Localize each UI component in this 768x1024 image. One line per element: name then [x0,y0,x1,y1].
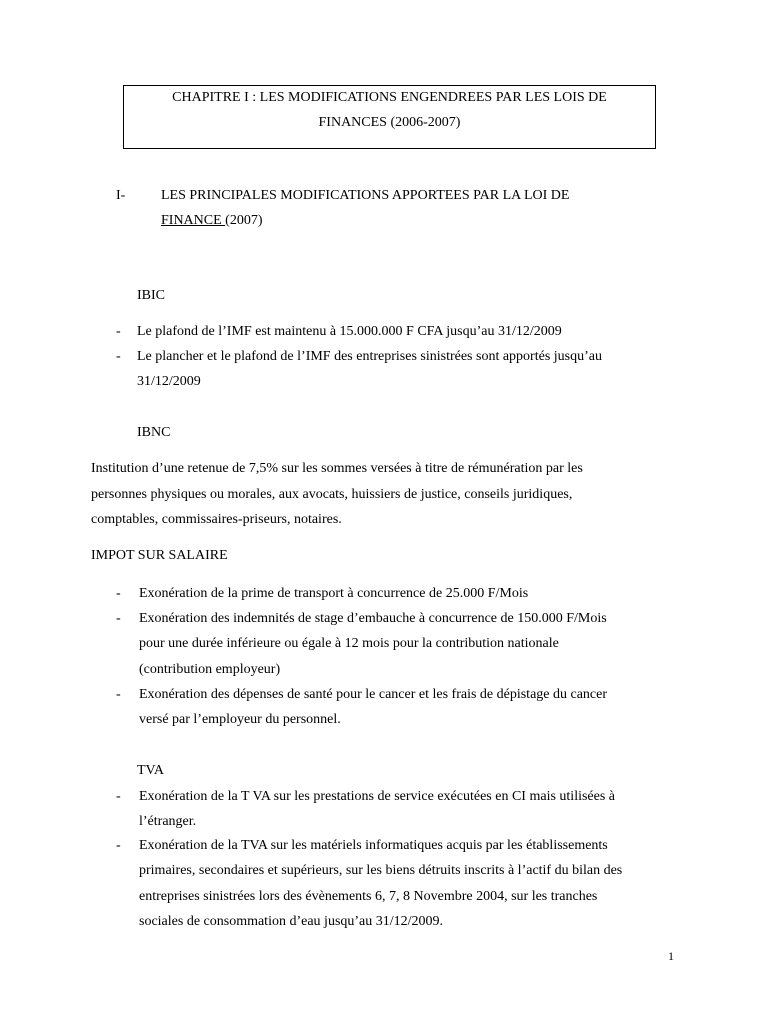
tva-item-2-line-3: entreprises sinistrées lors des évènements 6, 7, 8 Novembre 2004, sur les tranches [139,889,598,904]
salaire-item-3-line-2: versé par l’employeur du personnel. [139,712,341,727]
tva-item-2-line-2: primaires, secondaires et supérieurs, sur les biens détruits inscrits à l’actif du bilan des [139,863,623,878]
section-title-rest: (2007) [225,213,263,228]
section-title-underlined: FINANCE [161,213,226,228]
ibnc-paragraph-line-1: Institution d’une retenue de 7,5% sur les sommes versées à titre de rémunération par les [91,461,583,476]
ibic-item-2-dash: - [116,349,121,364]
ibic-heading: IBIC [137,288,165,303]
page-number: 1 [668,949,674,963]
ibic-item-1-line-1: Le plafond de l’IMF est maintenu à 15.000.000 F CFA jusqu’au 31/12/2009 [137,324,562,339]
ibnc-paragraph-line-2: personnes physiques ou morales, aux avocats, huissiers de justice, conseils juridiques, [91,487,573,502]
tva-item-1-line-2: l’étranger. [139,814,197,829]
ibnc-heading: IBNC [137,425,171,440]
ibic-item-2-line-2: 31/12/2009 [137,374,201,389]
salaire-item-1-dash: - [116,586,121,601]
tva-item-2-line-4: sociales de consommation d’eau jusqu’au 31/12/2009. [139,914,444,929]
salaire-item-3-line-1: Exonération des dépenses de santé pour le cancer et les frais de dépistage du cancer [139,687,608,702]
salaire-item-2-line-2: pour une durée inférieure ou égale à 12 mois pour la contribution nationale [139,636,559,651]
chapter-title-box [123,85,656,149]
salaire-item-1-line-1: Exonération de la prime de transport à concurrence de 25.000 F/Mois [139,586,529,601]
salaire-heading: IMPOT SUR SALAIRE [91,548,228,563]
salaire-item-2-dash: - [116,611,121,626]
tva-item-1-line-1: Exonération de la T VA sur les prestations de service exécutées en CI mais utilisées à [139,789,616,804]
ibic-item-2-line-1: Le plancher et le plafond de l’IMF des entreprises sinistrées sont apportés jusqu’au [137,349,602,364]
ibnc-paragraph-line-3: comptables, commissaires-priseurs, notaires. [91,512,342,527]
chapter-title-line-1: CHAPITRE I : LES MODIFICATIONS ENGENDREES PAR LES LOIS DE [172,90,607,105]
section-title-line-1: LES PRINCIPALES MODIFICATIONS APPORTEES PAR LA LOI DE [161,188,570,203]
tva-item-1-dash: - [116,789,121,804]
salaire-item-2-line-3: (contribution employeur) [139,662,281,677]
tva-item-2-line-1: Exonération de la TVA sur les matériels informatiques acquis par les établissements [139,838,608,853]
ibic-item-1-dash: - [116,324,121,339]
tva-heading: TVA [137,763,164,778]
salaire-item-3-dash: - [116,687,121,702]
section-title-line-2 [161,213,263,229]
tva-item-2-dash: - [116,838,121,853]
section-number: I- [116,188,126,203]
chapter-title-line-2: FINANCES (2006-2007) [318,115,461,130]
salaire-item-2-line-1: Exonération des indemnités de stage d’embauche à concurrence de 150.000 F/Mois [139,611,607,626]
